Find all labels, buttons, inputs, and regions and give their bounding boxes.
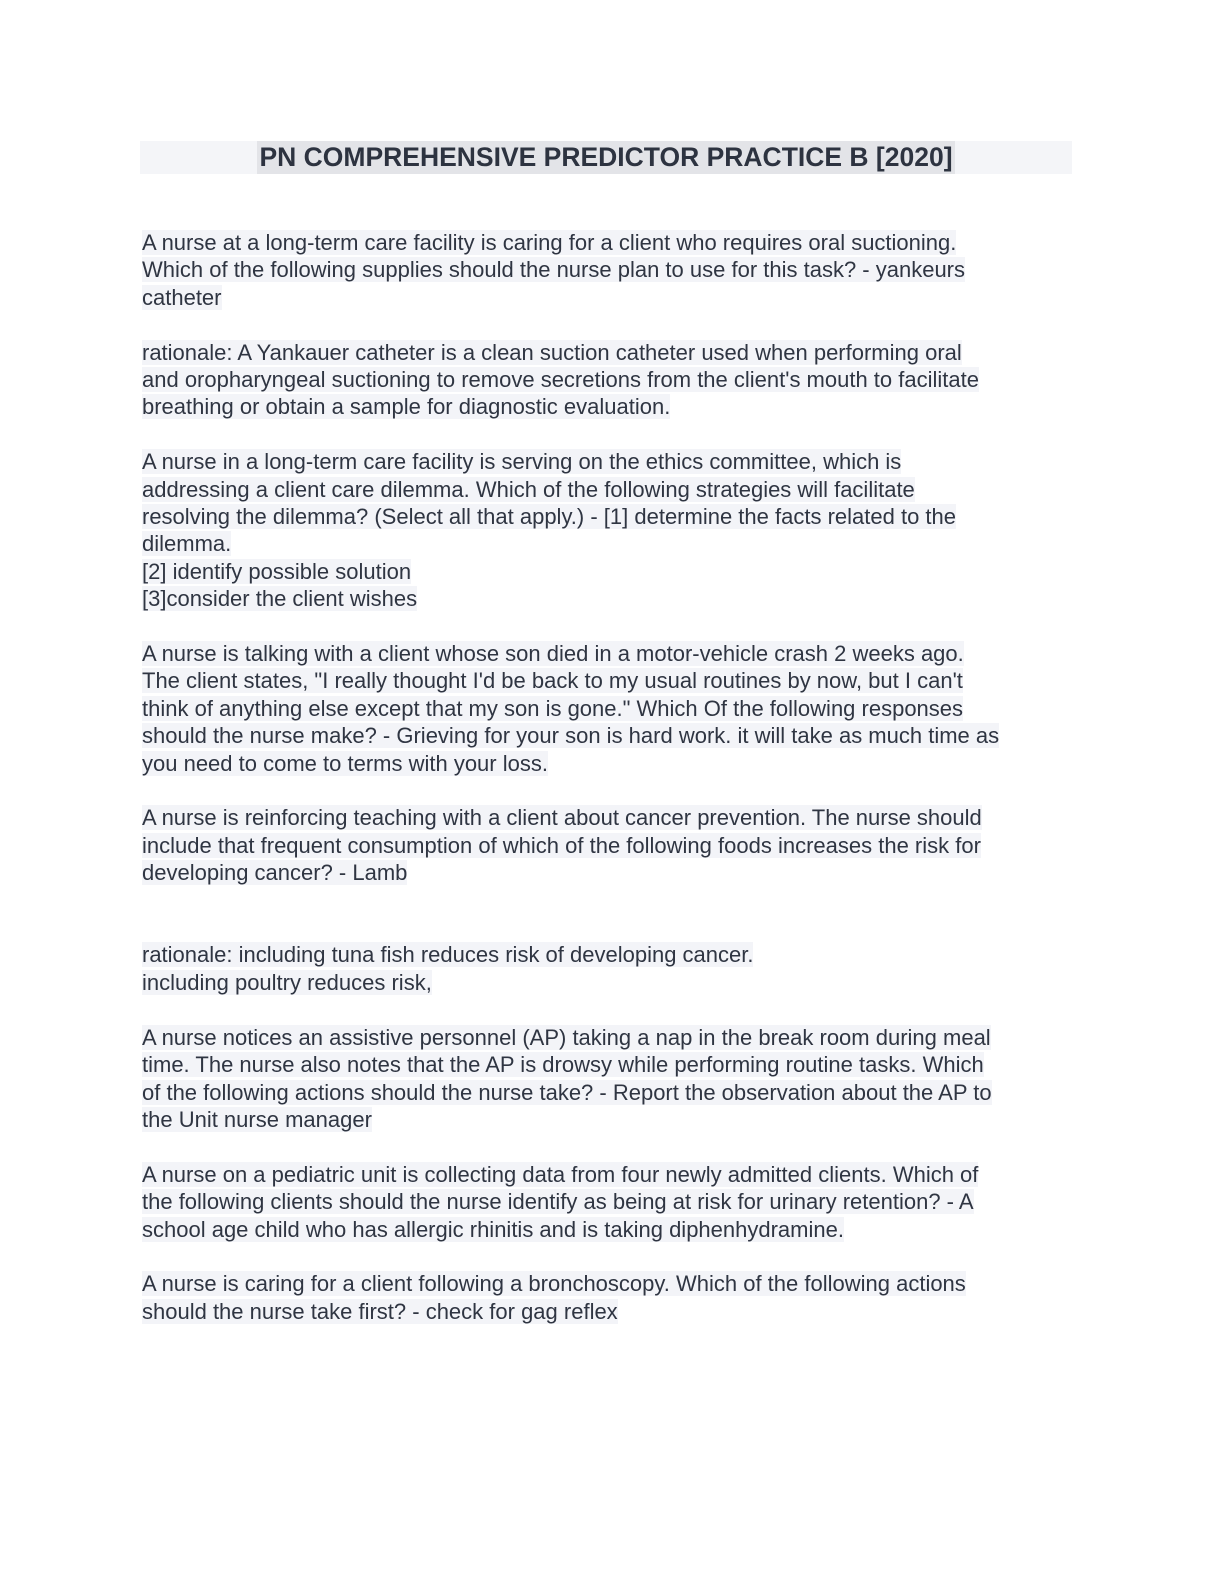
text-line: A nurse on a pediatric unit is collecting data from four newly admitted clients. Which of <box>142 1161 979 1187</box>
question-cancer-prevention <box>142 804 1082 886</box>
text-line: [3]consider the client wishes <box>142 586 418 612</box>
text-line: rationale: A Yankauer catheter is a clean suction catheter used when performing oral <box>142 339 962 365</box>
text-line: school age child who has allergic rhinitis and is taking diphenhydramine. <box>142 1216 844 1242</box>
text-line: should the nurse make? - Grieving for your son is hard work. it will take as much time as <box>142 723 1000 749</box>
text-line: A nurse in a long-term care facility is serving on the ethics committee, which is <box>142 449 902 475</box>
text-line: breathing or obtain a sample for diagnostic evaluation. <box>142 394 671 420</box>
text-line: you need to come to terms with your loss. <box>142 750 548 776</box>
rationale-yankauer <box>142 339 1082 421</box>
text-line: [2] identify possible solution <box>142 558 412 584</box>
text-line: include that frequent consumption of which of the following foods increases the risk for <box>142 832 981 858</box>
document-body <box>142 229 1082 1325</box>
text-line: Which of the following supplies should the nurse plan to use for this task? - yankeurs <box>142 257 966 283</box>
question-suctioning <box>142 229 1082 311</box>
question-grieving <box>142 640 1082 777</box>
text-line: developing cancer? - Lamb <box>142 860 408 886</box>
text-line: and oropharyngeal suctioning to remove secretions from the client's mouth to facilitate <box>142 367 979 393</box>
text-line: the Unit nurse manager <box>142 1106 372 1132</box>
text-line: catheter <box>142 284 222 310</box>
text-line: A nurse is reinforcing teaching with a client about cancer prevention. The nurse should <box>142 805 982 831</box>
question-bronchoscopy <box>142 1270 1082 1325</box>
question-ethics-committee <box>142 448 1082 612</box>
text-line: rationale: including tuna fish reduces risk of developing cancer. <box>142 942 754 968</box>
text-line: A nurse at a long-term care facility is caring for a client who requires oral suctioning. <box>142 230 957 255</box>
rationale-cancer <box>142 941 1082 996</box>
text-line: A nurse is caring for a client following a bronchoscopy. Which of the following actions <box>142 1271 966 1297</box>
question-urinary-retention <box>142 1161 1082 1243</box>
text-line: of the following actions should the nurse take? - Report the observation about the AP to <box>142 1079 992 1105</box>
title-band <box>140 141 1072 174</box>
text-line: A nurse notices an assistive personnel (AP) taking a nap in the break room during meal <box>142 1024 991 1050</box>
text-line: dilemma. <box>142 531 232 557</box>
text-line: The client states, "I really thought I'd be back to my usual routines by now, but I can't <box>142 668 963 694</box>
text-line: think of anything else except that my son is gone." Which Of the following responses <box>142 695 964 721</box>
text-line: time. The nurse also notes that the AP is drowsy while performing routine tasks. Which <box>142 1052 984 1078</box>
document-title: PN COMPREHENSIVE PREDICTOR PRACTICE B [2020] <box>259 142 953 172</box>
text-line: addressing a client care dilemma. Which of the following strategies will facilitate <box>142 476 915 502</box>
text-line: should the nurse take first? - check for gag reflex <box>142 1298 618 1324</box>
question-assistive-personnel <box>142 1024 1082 1134</box>
text-line: the following clients should the nurse identify as being at risk for urinary retention? - A <box>142 1189 974 1215</box>
text-line: including poultry reduces risk, <box>142 969 432 995</box>
text-line: A nurse is talking with a client whose son died in a motor-vehicle crash 2 weeks ago. <box>142 641 964 667</box>
text-line: resolving the dilemma? (Select all that apply.) - [1] determine the facts related to the <box>142 504 956 530</box>
